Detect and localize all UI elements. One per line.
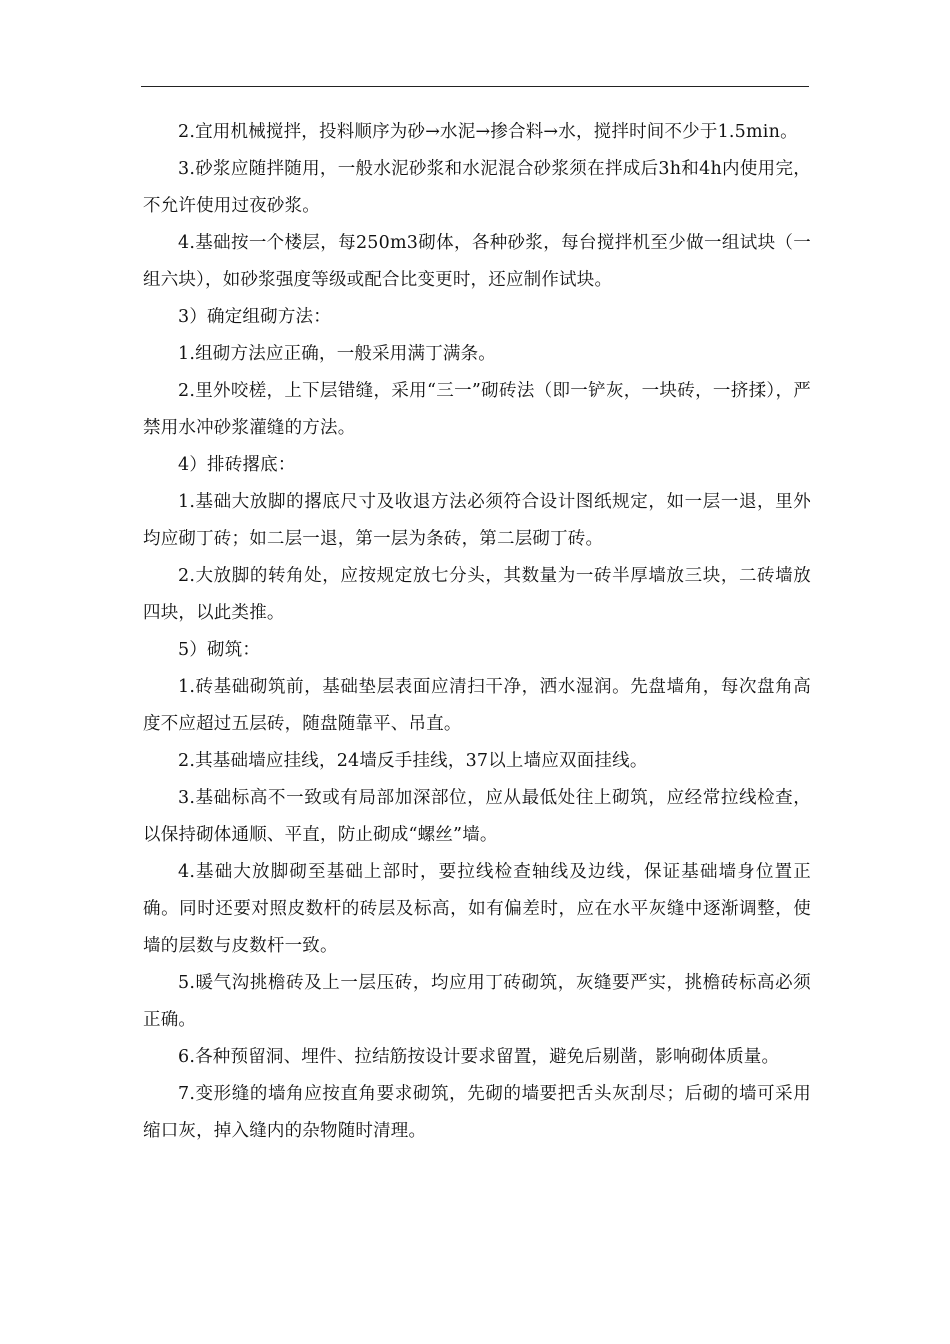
paragraph-elevation: 3.基础标高不一致或有局部加深部位，应从最低处往上砌筑，应经常拉线检查，以保持砌体通顺、平直，防止砌成“螺丝”墙。 — [143, 788, 811, 845]
paragraph-pre-masonry: 1.砖基础砌筑前，基础垫层表面应清扫干净，洒水湿润。先盘墙角，每次盘角高度不应超过五层砖，随盘随靠平、吊直。 — [143, 677, 811, 734]
section-heading-brick-layout: 4）排砖撂底： — [178, 455, 296, 475]
paragraph-trench-eaves: 5.暖气沟挑檐砖及上一层压砖，均应用丁砖砌筑，灰缝要严实，挑檐砖标高必须正确。 — [143, 973, 811, 1030]
paragraph-mortar-usage: 3.砂浆应随拌随用，一般水泥砂浆和水泥混合砂浆须在拌成后3h和4h内使用完，不允许使用过夜砂浆。 — [143, 159, 811, 216]
paragraph-bond-pattern: 1.组砌方法应正确，一般采用满丁满条。 — [178, 344, 496, 364]
paragraph-test-blocks: 4.基础按一个楼层，每250m3砌体，各种砂浆，每台搅拌机至少做一组试块（一组六块），如砂浆强度等级或配合比变更时，还应制作试块。 — [143, 233, 811, 290]
paragraph-expansion-joint: 7.变形缝的墙角应按直角要求砌筑，先砌的墙要把舌头灰刮尽；后砌的墙可采用缩口灰，掉入缝内的杂物随时清理。 — [143, 1084, 811, 1141]
paragraph-string-lines: 2.其基础墙应挂线，24墙反手挂线，37以上墙应双面挂线。 — [178, 751, 648, 771]
header-rule — [141, 86, 809, 87]
paragraph-axis-check: 4.基础大放脚砌至基础上部时，要拉线检查轴线及边线，保证基础墙身位置正确。同时还要对照皮数杆的砖层及标高，如有偏差时，应在水平灰缝中逐渐调整，使墙的层数与皮数杆一致。 — [143, 862, 811, 956]
section-heading-bond-method: 3）确定组砌方法： — [178, 307, 331, 327]
section-heading-masonry: 5）砌筑： — [178, 640, 261, 660]
document-body — [143, 114, 811, 1150]
paragraph-footing-layout: 1.基础大放脚的撂底尺寸及收退方法必须符合设计图纸规定，如一层一退，里外均应砌丁砖；如二层一退，第一层为条砖，第二层砌丁砖。 — [143, 492, 811, 549]
paragraph-staggered-joints: 2.里外咬槎，上下层错缝，采用“三一”砌砖法（即一铲灰，一块砖，一挤揉），严禁用水冲砂浆灌缝的方法。 — [143, 381, 811, 438]
paragraph-corner-bricks: 2.大放脚的转角处，应按规定放七分头，其数量为一砖半厚墙放三块，二砖墙放四块，以此类推。 — [143, 566, 811, 623]
paragraph-mixing-method: 2.宜用机械搅拌，投料顺序为砂→水泥→掺合料→水，搅拌时间不少于1.5min。 — [178, 122, 798, 142]
paragraph-reserved-openings: 6.各种预留洞、埋件、拉结筋按设计要求留置，避免后剔凿，影响砌体质量。 — [178, 1047, 780, 1067]
